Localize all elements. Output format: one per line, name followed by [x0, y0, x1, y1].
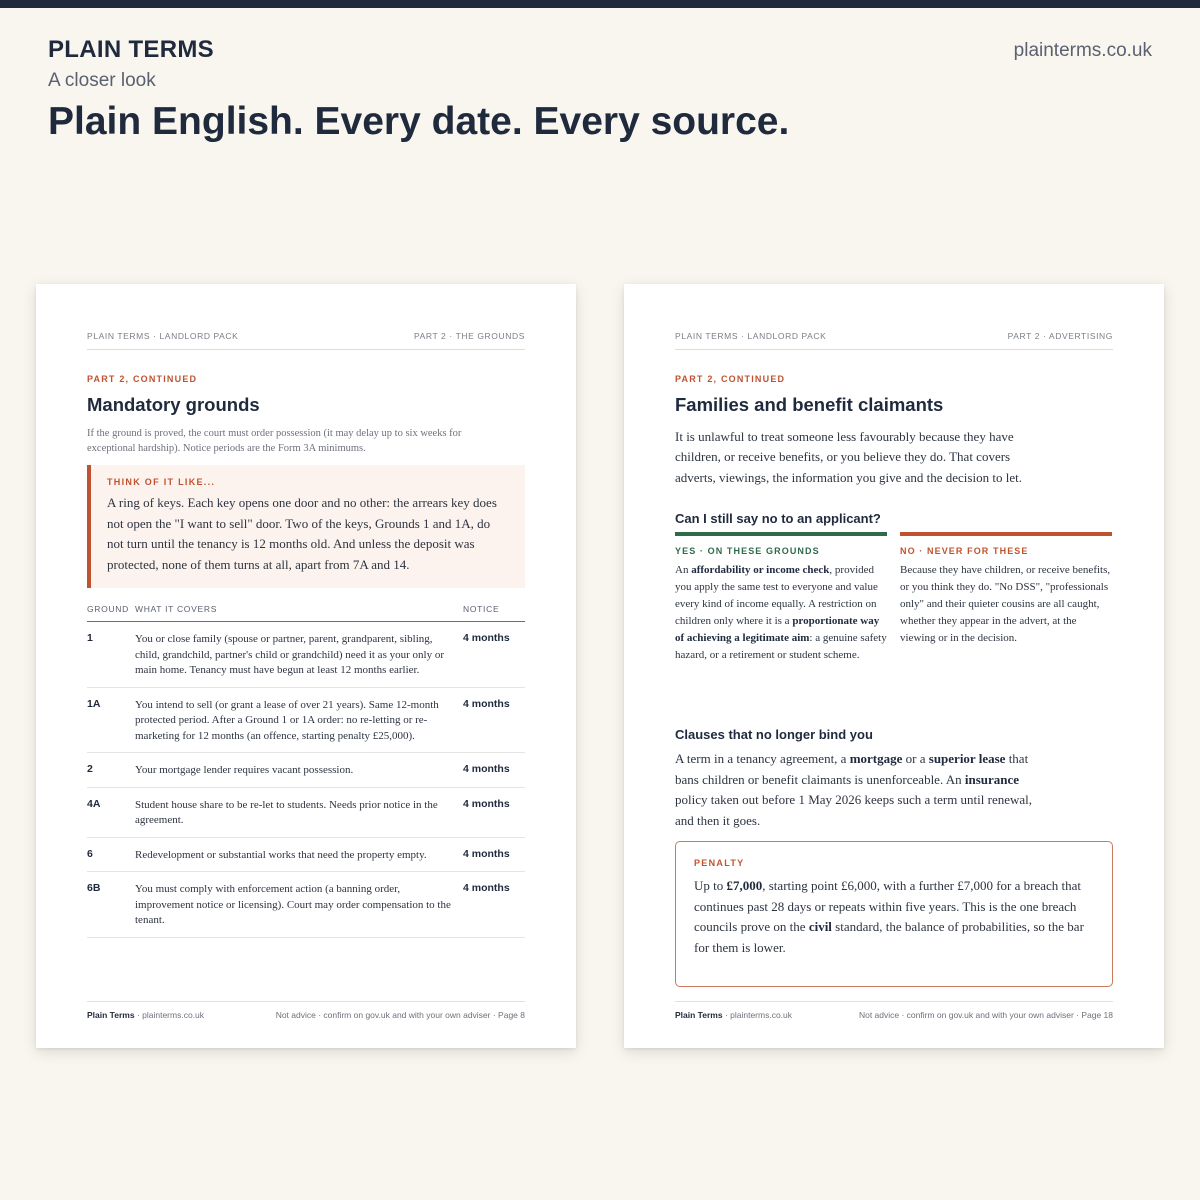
analogy-callout — [87, 465, 525, 588]
section-kicker: PART 2, CONTINUED — [675, 374, 786, 384]
ground-number: 6B — [87, 882, 101, 894]
ground-number: 6 — [87, 847, 93, 860]
notice-period: 4 months — [463, 797, 510, 810]
ground-number: 1 — [87, 632, 93, 644]
footer-site: · plainterms.co.uk — [136, 1010, 205, 1020]
yes-color-bar — [675, 532, 887, 536]
penalty-callout — [675, 841, 1113, 987]
analogy-label: THINK OF IT LIKE... — [107, 477, 216, 487]
grounds-table — [87, 602, 525, 938]
no-label: NO · NEVER FOR THESE — [900, 546, 1029, 556]
table-row — [87, 753, 525, 788]
penalty-label: PENALTY — [694, 858, 745, 868]
no-column — [900, 532, 1112, 647]
running-header-left: PLAIN TERMS · LANDLORD PACK — [87, 331, 239, 341]
notice-period: 4 months — [463, 697, 510, 710]
clauses-paragraph: A term in a tenancy agreement, a mortgage or a superior lease that bans children or benefit claimants is unenforceable. An insurance policy taken out before 1 May 2026 keeps such a term until renewal, and then it goes. — [675, 751, 1033, 829]
intro-text: If the ground is proved, the court must order possession (it may delay up to six weeks for exceptional hardship). Notice periods are the Form 3A minimums. — [87, 428, 462, 454]
top-accent-bar — [0, 0, 1200, 8]
ground-number: 4A — [87, 797, 101, 810]
running-header — [675, 330, 1113, 350]
no-text: Because they have children, or receive benefits, or you think they do. "No DSS", "professionals only" and their quieter cousins are all caught, whether they appear in the advert, at the viewing or in the decision. — [900, 564, 1111, 644]
table-header — [87, 602, 525, 622]
penalty-text: Up to £7,000, starting point £6,000, with a further £7,000 for a breach that continues past 28 days or repeats within five years. This is the one breach councils prove on the civil standard, the balance of probabilities, so the bar for them is lower. — [694, 878, 1084, 956]
headline: Plain English. Every date. Every source. — [48, 100, 790, 143]
ground-number: 2 — [87, 763, 93, 775]
notice-period: 4 months — [463, 763, 510, 775]
yes-column — [675, 532, 887, 663]
analogy-text: A ring of keys. Each key opens one door and no other: the arrears key does not open the "I want to sell" door. Two of the keys, Grounds 1 and 1A, do not turn until the tenancy is 12 months old. And unless the deposit was protected, none of them turns at all, apart from 7A and 14. — [107, 495, 497, 572]
table-row — [87, 872, 525, 938]
table-row — [87, 788, 525, 838]
lede-paragraph: It is unlawful to treat someone less favourably because they have children, or receive benefits, or you believe they do. That covers adverts, viewings, the information you give and the decision to let. — [675, 429, 1022, 485]
footer-site: · plainterms.co.uk — [724, 1010, 793, 1020]
running-header-left: PLAIN TERMS · LANDLORD PACK — [675, 331, 827, 341]
footer-brand: Plain Terms — [675, 1010, 723, 1020]
column-header-ground: GROUND — [87, 604, 129, 614]
section-kicker: PART 2, CONTINUED — [87, 374, 198, 384]
ground-description: You or close family (spouse or partner, parent, grandparent, sibling, child, grandchild, partner's child or grandchild) need it as your only or main home. Tenancy must have begun at least 12 months earlier. — [135, 633, 444, 676]
table-row — [87, 838, 525, 873]
ground-description: Redevelopment or substantial works that need the property empty. — [135, 848, 427, 861]
no-color-bar — [900, 532, 1112, 536]
ground-description: You must comply with enforcement action (a banning order, improvement notice or licensing). Court may order compensation to the tenant. — [135, 883, 451, 926]
page-footer — [87, 1001, 525, 1020]
document-page-right — [624, 284, 1164, 1048]
column-header-notice: NOTICE — [463, 604, 500, 614]
column-header-covers: WHAT IT COVERS — [135, 604, 218, 614]
running-header-right: PART 2 · THE GROUNDS — [413, 331, 525, 341]
subtitle: A closer look — [48, 70, 156, 91]
ground-number: 1A — [87, 697, 101, 710]
ground-description: Student house share to be re-let to students. Needs prior notice in the agreement. — [135, 798, 438, 826]
page-title: Mandatory grounds — [87, 394, 260, 415]
ground-description: You intend to sell (or grant a lease of over 21 years). Same 12-month protected period. After a Ground 1 or 1A order: no re-letting or re-marketing for 12 months (an offence, starting penalty £25,000). — [135, 698, 439, 742]
clauses-heading: Clauses that no longer bind you — [675, 727, 873, 742]
document-page-left — [36, 284, 576, 1048]
notice-period: 4 months — [463, 847, 510, 860]
footer-brand: Plain Terms — [87, 1010, 135, 1020]
page-footer — [675, 1001, 1113, 1020]
ground-description: Your mortgage lender requires vacant possession. — [135, 764, 354, 776]
table-row — [87, 622, 525, 688]
running-header-right: PART 2 · ADVERTISING — [1007, 331, 1113, 341]
notice-period: 4 months — [463, 882, 510, 894]
notice-period: 4 months — [463, 632, 510, 644]
page-title: Families and benefit claimants — [675, 394, 944, 415]
footer-disclaimer: Not advice · confirm on gov.uk and with your own adviser · Page 18 — [858, 1010, 1113, 1020]
site-url: plainterms.co.uk — [1013, 40, 1152, 61]
question-heading: Can I still say no to an applicant? — [675, 511, 881, 526]
yes-label: YES · ON THESE GROUNDS — [675, 546, 820, 556]
brand-name: PLAIN TERMS — [48, 36, 214, 63]
running-header — [87, 330, 525, 350]
yes-text: An affordability or income check, provided you apply the same test to everyone and value every kind of income equally. A restriction on children only where it is a proportionate way of achieving a legitimate aim: a genuine safety hazard, or a retirement or student scheme. — [675, 564, 887, 661]
footer-disclaimer: Not advice · confirm on gov.uk and with your own adviser · Page 8 — [275, 1010, 525, 1020]
table-row — [87, 688, 525, 754]
